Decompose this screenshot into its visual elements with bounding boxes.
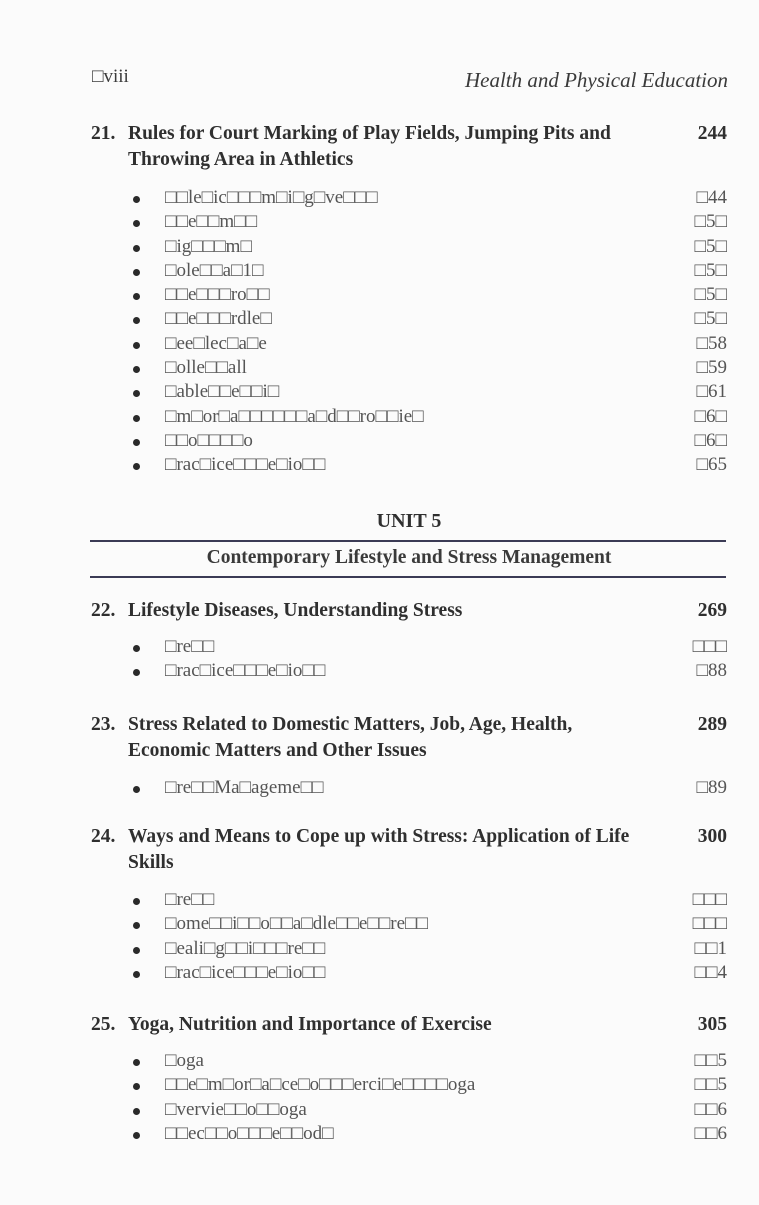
bullet-icon	[133, 415, 140, 422]
bullet-icon	[133, 439, 140, 446]
sub-list	[91, 635, 729, 684]
bullet-icon	[133, 342, 140, 349]
sub-item[interactable]	[91, 961, 729, 985]
sub-page: □89	[696, 777, 727, 798]
bullet-icon	[133, 971, 140, 978]
sub-title: □□e□□m□□	[165, 211, 258, 233]
toc-entry-25	[91, 1012, 729, 1146]
entry-page: 244	[697, 123, 727, 144]
sub-title: □re□□	[165, 636, 215, 657]
sub-title: □□o□□□□o	[165, 429, 253, 451]
entry-heading	[91, 121, 729, 173]
sub-item[interactable]	[91, 888, 729, 912]
sub-list	[91, 186, 729, 478]
sub-title: □ome□□i□□o□□a□dle□□e□□re□□	[165, 913, 428, 935]
sub-page: □58	[696, 332, 727, 354]
sub-page: □44	[696, 187, 727, 208]
bullet-icon	[133, 390, 140, 397]
sub-list	[91, 1049, 729, 1146]
sub-item[interactable]	[91, 1122, 729, 1146]
sub-page: □6□	[694, 429, 727, 451]
bullet-icon	[133, 245, 140, 252]
bullet-icon	[133, 645, 140, 652]
entry-heading	[91, 1012, 729, 1038]
entry-heading	[91, 712, 729, 764]
sub-page: □6□	[694, 405, 727, 427]
sub-item[interactable]	[91, 405, 729, 429]
sub-page: □□□	[692, 889, 727, 910]
sub-title: □able□□e□□i□	[165, 381, 280, 403]
sub-item[interactable]	[91, 429, 729, 453]
sub-page: □5□	[694, 235, 727, 257]
sub-page: □61	[696, 381, 727, 403]
bullet-icon	[133, 922, 140, 929]
sub-item[interactable]	[91, 635, 729, 659]
sub-title: □rac□ice□□□e□io□□	[165, 454, 326, 476]
sub-item[interactable]	[91, 235, 729, 259]
entry-title[interactable]: Ways and Means to Cope up with Stress: Application of Life Skills	[128, 826, 630, 873]
running-head: Health and Physical Education	[464, 68, 728, 92]
sub-page: □5□	[694, 284, 727, 306]
sub-title: □re□□	[165, 889, 215, 910]
sub-title: □rac□ice□□□e□io□□	[165, 660, 326, 682]
sub-title: □ig□□□m□	[165, 235, 252, 257]
entry-number: 25.	[91, 1014, 116, 1035]
sub-item[interactable]	[91, 307, 729, 331]
entry-title[interactable]: Lifestyle Diseases, Understanding Stress	[128, 600, 463, 621]
sub-title: □□e□□□ro□□	[165, 284, 270, 306]
entry-page: 300	[697, 826, 727, 847]
sub-page: □□5	[694, 1050, 727, 1071]
sub-page: □□6	[694, 1098, 727, 1120]
bullet-icon	[133, 293, 140, 300]
bullet-icon	[133, 1132, 140, 1139]
sub-item[interactable]	[91, 259, 729, 283]
divider	[90, 576, 726, 578]
sub-item[interactable]	[91, 1098, 729, 1122]
entry-title[interactable]: Rules for Court Marking of Play Fields, Jumping Pits and Throwing Area in Athletics	[128, 123, 611, 170]
sub-page: □5□	[694, 308, 727, 330]
sub-item[interactable]	[91, 283, 729, 307]
bullet-icon	[133, 898, 140, 905]
bullet-icon	[133, 463, 140, 470]
sub-list	[91, 776, 729, 800]
entry-page: 289	[697, 714, 727, 735]
entry-page: 305	[697, 1014, 727, 1035]
sub-page: □□□	[692, 636, 727, 657]
sub-item[interactable]	[91, 1073, 729, 1097]
sub-item[interactable]	[91, 776, 729, 800]
entry-heading	[91, 598, 729, 624]
sub-title: □□ec□□o□□□e□□od□	[165, 1122, 334, 1144]
sub-list	[91, 888, 729, 985]
bullet-icon	[133, 1059, 140, 1066]
sub-title: □ee□lec□a□e	[165, 332, 267, 354]
sub-page: □□5	[694, 1074, 727, 1096]
entry-number: 23.	[91, 714, 116, 735]
sub-item[interactable]	[91, 380, 729, 404]
sub-title: □ole□□a□1□	[165, 259, 264, 281]
sub-page: □88	[696, 660, 727, 682]
toc-entry-22	[91, 598, 729, 684]
entry-number: 24.	[91, 826, 116, 847]
sub-page: □65	[696, 454, 727, 476]
entry-number: 22.	[91, 600, 116, 621]
toc-entry-23	[91, 712, 729, 800]
bullet-icon	[133, 269, 140, 276]
sub-page: □5□	[694, 259, 727, 281]
sub-page: □□4	[694, 961, 727, 983]
bullet-icon	[133, 196, 140, 203]
sub-title: □□e□m□or□a□ce□o□□□erci□e□□□□oga	[165, 1074, 476, 1096]
unit-subtitle: Contemporary Lifestyle and Stress Management	[206, 547, 612, 568]
sub-title: □eali□g□□i□□□re□□	[165, 937, 326, 959]
bullet-icon	[133, 947, 140, 954]
sub-item[interactable]	[91, 332, 729, 356]
sub-page: □59	[696, 357, 727, 379]
entry-page: 269	[697, 600, 727, 621]
entry-number: 21.	[91, 123, 116, 144]
entry-heading	[91, 824, 729, 876]
toc-entry-24	[91, 824, 729, 985]
sub-item[interactable]	[91, 453, 729, 477]
entry-title[interactable]: Yoga, Nutrition and Importance of Exercise	[128, 1014, 492, 1035]
bullet-icon	[133, 786, 140, 793]
toc-entry-21	[91, 121, 729, 478]
sub-item[interactable]	[91, 186, 729, 210]
sub-page: □□6	[694, 1122, 727, 1144]
sub-title: □vervie□□o□□oga	[165, 1098, 307, 1120]
sub-page: □□1	[694, 937, 727, 959]
page-number: □viii	[92, 66, 129, 87]
bullet-icon	[133, 366, 140, 373]
bullet-icon	[133, 1083, 140, 1090]
bullet-icon	[133, 669, 140, 676]
sub-item[interactable]	[91, 1049, 729, 1073]
sub-title: □olle□□all	[165, 357, 247, 379]
bullet-icon	[133, 1108, 140, 1115]
sub-title: □□e□□□rdle□	[165, 308, 272, 330]
sub-item[interactable]	[91, 912, 729, 936]
sub-page: □5□	[694, 211, 727, 233]
sub-title: □□le□ic□□□m□i□g□ve□□□	[165, 187, 378, 208]
bullet-icon	[133, 220, 140, 227]
sub-title: □oga	[165, 1050, 204, 1071]
entry-title[interactable]: Stress Related to Domestic Matters, Job, Age, Health, Economic Matters and Other Issues	[128, 714, 573, 761]
sub-item[interactable]	[91, 356, 729, 380]
sub-item[interactable]	[91, 659, 729, 683]
sub-title: □rac□ice□□□e□io□□	[165, 961, 326, 983]
sub-item[interactable]	[91, 210, 729, 234]
sub-item[interactable]	[91, 937, 729, 961]
sub-page: □□□	[692, 913, 727, 935]
bullet-icon	[133, 317, 140, 324]
sub-title: □m□or□a□□□□□□a□d□□ro□□ie□	[165, 405, 424, 427]
divider	[90, 540, 726, 542]
sub-title: □re□□Ma□ageme□□	[165, 777, 324, 798]
unit-title: UNIT 5	[376, 510, 442, 532]
